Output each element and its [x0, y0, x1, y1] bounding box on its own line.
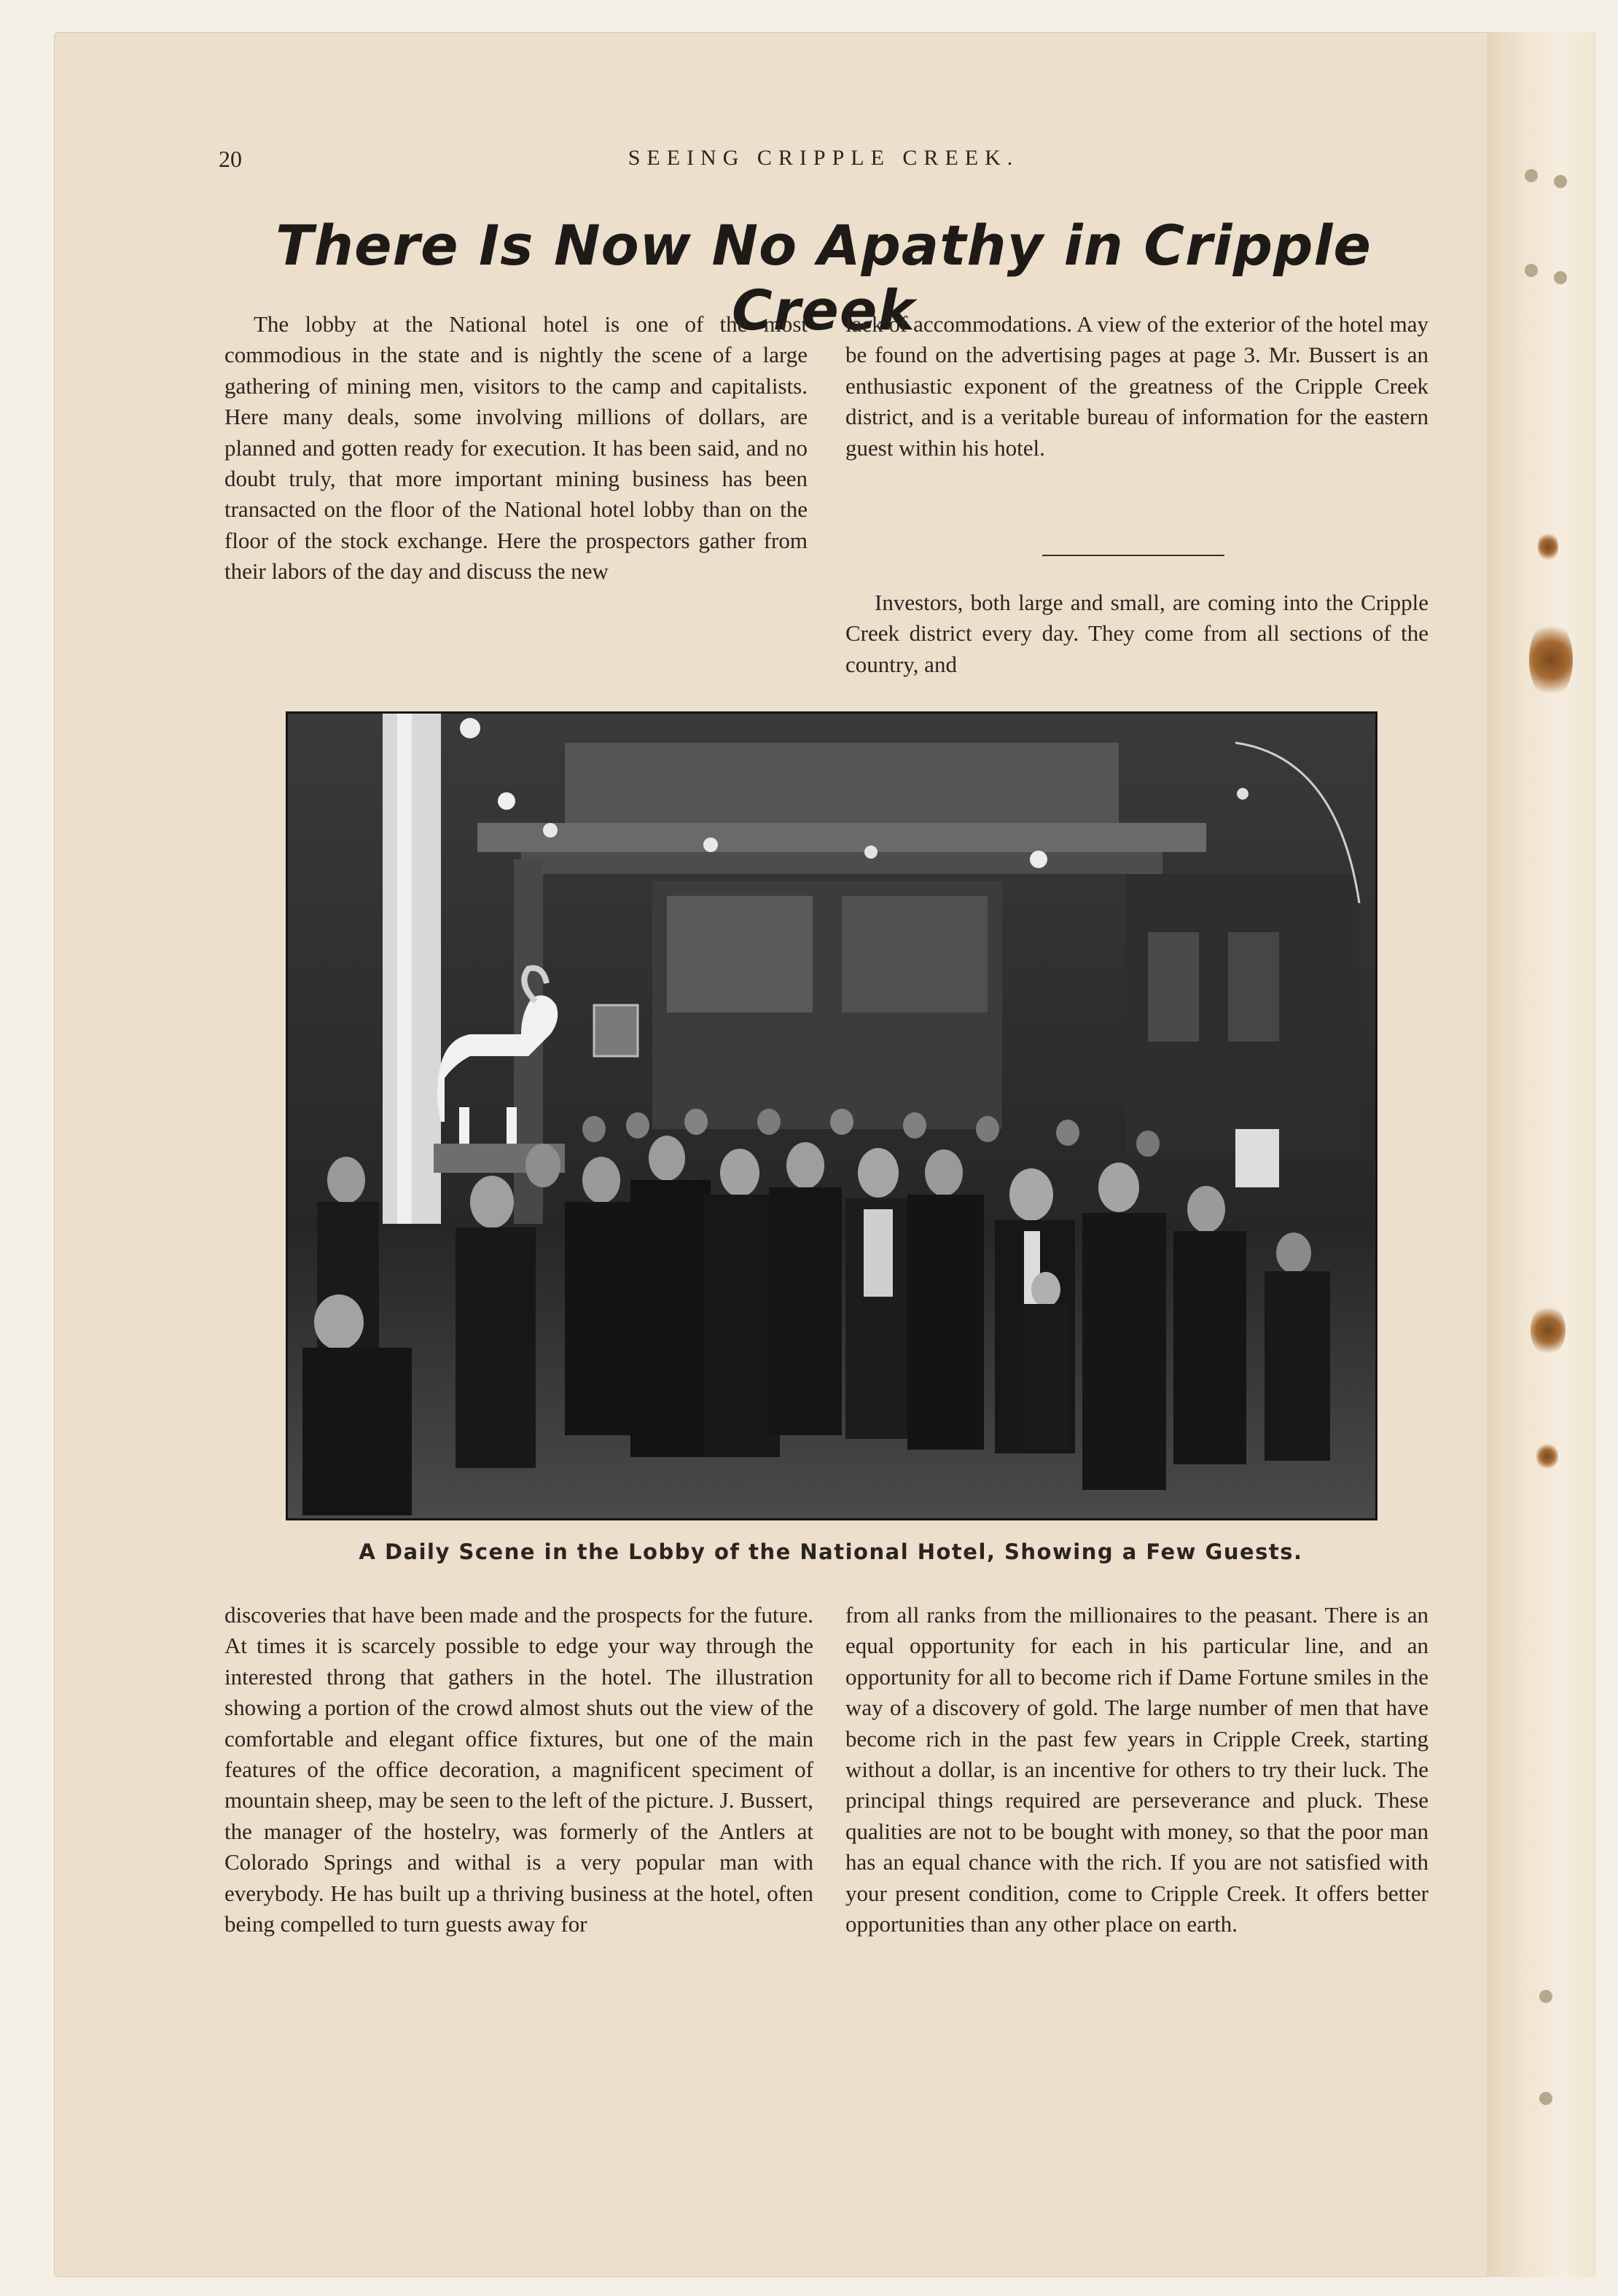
section-divider — [1042, 555, 1224, 556]
page-number: 20 — [219, 146, 242, 172]
bottom-right-column — [845, 1600, 1429, 1940]
rust-stain — [1529, 620, 1573, 700]
rust-stain — [1538, 532, 1558, 561]
photo-illustration — [288, 714, 1375, 1518]
page-spine — [1487, 32, 1596, 2277]
top-right-column — [845, 309, 1429, 464]
binding-hole — [1554, 175, 1567, 188]
binding-hole — [1525, 264, 1538, 277]
article-headline: There Is Now No Apathy in Cripple Creek — [275, 213, 1372, 343]
body-paragraph: Investors, both large and small, are coming into the Cripple Creek district every day. They come from all sections of the country, and — [845, 590, 1429, 677]
binding-hole — [1539, 2092, 1552, 2105]
lobby-crowd-photo — [286, 711, 1377, 1520]
rust-stain — [1531, 1305, 1566, 1356]
body-paragraph: from all ranks from the millionaires to the peasant. There is an equal opportunity for each in his particular line, and an opportunity for all to become rich if Dame Fortune smiles in the way of a discovery of gold. The large number of men that have become rich in the past few years in Cripple Creek, starting without a dollar, is an incentive for others to try their luck. The principal things required are perseverance and pluck. These qualities are not to be bought with money, so that the poor man has an equal chance with the rich. If you are not satisfied with your present condition, come to Cripple Creek. It offers better opportunities than any other place on earth. — [845, 1602, 1429, 1937]
running-title: SEEING CRIPPLE CREEK. — [628, 146, 1020, 170]
body-paragraph: The lobby at the National hotel is one of the most commodious in the state and is nightly the scene of a large gathering of mining men, visitors to the camp and capitalists. Here many deals, some involving millions of dollars, are planned and gotten ready for execution. It has been said, and no doubt truly, that more important mining business has been transacted on the floor of the National hotel lobby than on the floor of the stock exchange. Here the prospectors gather from their labors of the day and discuss the new — [224, 311, 808, 585]
top-left-column — [224, 309, 808, 587]
running-head — [219, 146, 1429, 175]
rust-stain — [1536, 1443, 1558, 1469]
body-paragraph: discoveries that have been made and the prospects for the future. At times it is scarcely possible to edge your way through the interested throng that gathers in the hotel. The illustration showing a portion of the crowd almost shuts out the view of the comfortable and elegant office fixtures, but one of the main features of the office decoration, a magnificent speciment of mountain sheep, may be seen to the left of the picture. J. Bussert, the manager of the hostelry, was formerly of the Antlers at Colorado Springs and withal is a very popular man with everybody. He has built up a thriving business at the hotel, often being compelled to turn guests away for — [224, 1602, 813, 1937]
bottom-left-column — [224, 1600, 813, 1940]
photo-caption: A Daily Scene in the Lobby of the National Hotel, Showing a Few Guests. — [359, 1539, 1303, 1564]
binding-hole — [1525, 169, 1538, 182]
top-right-second-paragraph — [845, 587, 1429, 680]
body-paragraph: lack of accommodations. A view of the exterior of the hotel may be found on the advertising pages at page 3. Mr. Bussert is an enthusiastic exponent of the greatness of the Cripple Creek district, and is a veritable bureau of information for the eastern guest within his hotel. — [845, 311, 1429, 461]
binding-hole — [1539, 1990, 1552, 2003]
binding-hole — [1554, 271, 1567, 284]
